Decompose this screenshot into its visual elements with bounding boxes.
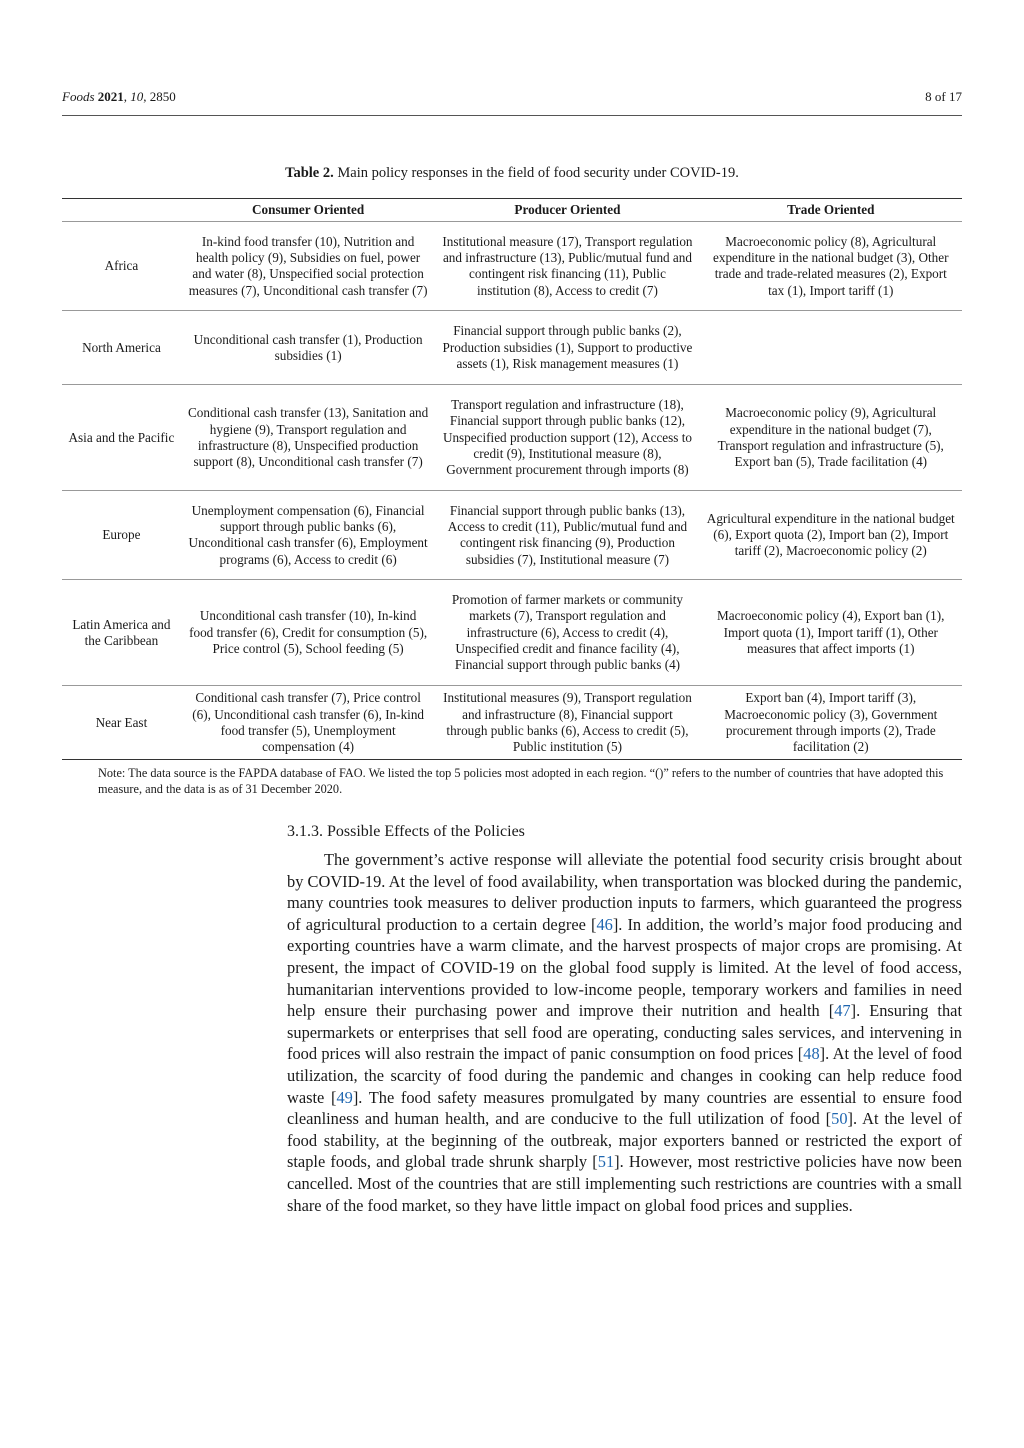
trade-cell: Macroeconomic policy (8), Agricultural expenditure in the national budget (3), Other trade and trade-related measures (2), Export tax (1), Import tariff (1): [700, 222, 962, 311]
paragraph-text: The government’s active response will alleviate the potential food security crisis brought about by COVID-19. At the level of food availability, when transportation was blocked during the pandemic, many countries took measures to deliver production inputs to farmers, which guaranteed the progress of agricultural production to a certain degree [: [287, 850, 962, 934]
producer-cell: Institutional measure (17), Transport regulation and infrastructure (13), Public/mutual fund and contingent risk financing (11), Public institution (8), Access to credit (7): [435, 222, 699, 311]
producer-cell: Promotion of farmer markets or community markets (7), Transport regulation and infrastructure (6), Access to credit (4), Unspecified credit and finance facility (4), Financial support through public banks (4): [435, 580, 699, 686]
article-number: 2850: [149, 89, 176, 104]
region-cell: North America: [62, 311, 181, 385]
region-cell: Latin America and the Caribbean: [62, 580, 181, 686]
page-header: [62, 89, 962, 105]
paragraph-text: ]. The food safety measures promulgated by many countries are essential to ensure food cleanliness and human health, and are conducive to the full utilization of food [: [287, 1087, 963, 1129]
consumer-cell: Conditional cash transfer (13), Sanitation and hygiene (9), Transport regulation and infrastructure (8), Unspecified production support (8), Unconditional cash transfer (7): [181, 385, 436, 491]
paragraph-text: ]. At the level of food utilization, the scarcity of food during the pandemic and changes in cooking can help reduce food waste [: [287, 1044, 962, 1107]
reference-link[interactable]: 47: [834, 1001, 851, 1021]
header-rule: [62, 115, 962, 116]
reference-link[interactable]: 50: [831, 1109, 848, 1129]
paragraph-text: ]. However, most restrictive policies have now been cancelled. Most of the countries that are still implementing such restrictions are countries with a small share of the food market, so they have little impact on global food prices and supplies.: [287, 1152, 963, 1215]
page-number: 8 of 17: [925, 89, 962, 104]
column-header-producer: Producer Oriented: [435, 199, 699, 222]
table-row: [62, 222, 962, 311]
trade-cell: Macroeconomic policy (4), Export ban (1), Import quota (1), Import tariff (1), Other measures that affect imports (1): [700, 580, 962, 686]
paragraph-text: ]. In addition, the world’s major food producing and exporting countries have a warm climate, and the harvest prospects of major crops are promising. At present, the impact of COVID-19 on the global food supply is limited. At the level of food access, humanitarian interventions provided to low-income people, temporary workers and families in need help ensure their purchasing power and improve their nutrition and health [: [287, 914, 962, 1021]
reference-link[interactable]: 46: [596, 914, 613, 934]
citation: Foods 2021, 10, 2850: [62, 89, 176, 104]
producer-cell: Transport regulation and infrastructure (18), Financial support through public banks (12), Unspecified production support (12), Access to credit (9), Institutional measure (8), Government procurement through imports (8): [435, 385, 699, 491]
paragraph-text: ]. At the level of food stability, at the beginning of the outbreak, major exporters banned or restricted the export of staple foods, and global trade shrunk sharply [: [287, 1109, 963, 1172]
trade-cell: [700, 311, 962, 385]
trade-cell: Agricultural expenditure in the national budget (6), Export quota (2), Import ban (2), Import tariff (2), Macroeconomic policy (2): [700, 491, 962, 580]
journal-year: 2021: [97, 89, 124, 104]
producer-cell: Financial support through public banks (2), Production subsidies (1), Support to productive assets (1), Risk management measures (1): [435, 311, 699, 385]
table-row: [62, 580, 962, 686]
table-row: [62, 385, 962, 491]
table-row: [62, 311, 962, 385]
table-caption: [62, 165, 962, 182]
policy-table: [62, 198, 962, 760]
column-header-consumer: Consumer Oriented: [181, 199, 436, 222]
region-cell: Near East: [62, 686, 181, 760]
table-header-row: [62, 199, 962, 222]
consumer-cell: Conditional cash transfer (7), Price control (6), Unconditional cash transfer (6), In-kind food transfer (5), Unemployment compensation (4): [181, 686, 436, 760]
producer-cell: Institutional measures (9), Transport regulation and infrastructure (8), Financial support through public banks (6), Access to credit (5), Public institution (5): [435, 686, 699, 760]
journal-volume: 10: [130, 89, 144, 104]
table-note: Note: The data source is the FAPDA database of FAO. We listed the top 5 policies most adopted in each region. “()” refers to the number of countries that have adopted this measure, and the data is as of 31 December 2020.: [98, 766, 944, 796]
region-cell: Asia and the Pacific: [62, 385, 181, 491]
producer-cell: Financial support through public banks (13), Access to credit (11), Public/mutual fund and contingent risk financing (9), Production subsidies (7), Institutional measure (7): [435, 491, 699, 580]
table-caption-label: Table 2.: [285, 165, 334, 181]
paragraph-text: ]. Ensuring that supermarkets or enterprises that sell food are operating, conducting sales services, and intervening in food prices will also restrain the impact of panic consumption on food prices [: [287, 1001, 963, 1064]
consumer-cell: In-kind food transfer (10), Nutrition and health policy (9), Subsidies on fuel, power and water (8), Unspecified social protection measures (7), Unconditional cash transfer (7): [181, 222, 436, 311]
consumer-cell: Unconditional cash transfer (10), In-kind food transfer (6), Credit for consumption (5), Price control (5), School feeding (5): [181, 580, 436, 686]
consumer-cell: Unconditional cash transfer (1), Production subsidies (1): [181, 311, 436, 385]
region-cell: Europe: [62, 491, 181, 580]
journal-name: Foods: [62, 89, 95, 104]
table-row: [62, 686, 962, 760]
trade-cell: Macroeconomic policy (9), Agricultural expenditure in the national budget (7), Transport regulation and infrastructure (5), Export ban (5), Trade facilitation (4): [700, 385, 962, 491]
table-caption-text: Main policy responses in the field of food security under COVID-19.: [337, 165, 739, 181]
body-paragraph: [287, 849, 962, 1216]
consumer-cell: Unemployment compensation (6), Financial support through public banks (6), Unconditional cash transfer (6), Employment programs (6), Access to credit (6): [181, 491, 436, 580]
trade-cell: Export ban (4), Import tariff (3), Macroeconomic policy (3), Government procurement through imports (2), Trade facilitation (2): [700, 686, 962, 760]
section-heading: 3.1.3. Possible Effects of the Policies: [287, 823, 525, 840]
reference-link[interactable]: 48: [803, 1044, 820, 1064]
table-row: [62, 491, 962, 580]
reference-link[interactable]: 51: [597, 1152, 615, 1172]
region-cell: Africa: [62, 222, 181, 311]
column-header-region: [62, 199, 181, 222]
reference-link[interactable]: 49: [336, 1087, 353, 1107]
column-header-trade: Trade Oriented: [700, 199, 962, 222]
